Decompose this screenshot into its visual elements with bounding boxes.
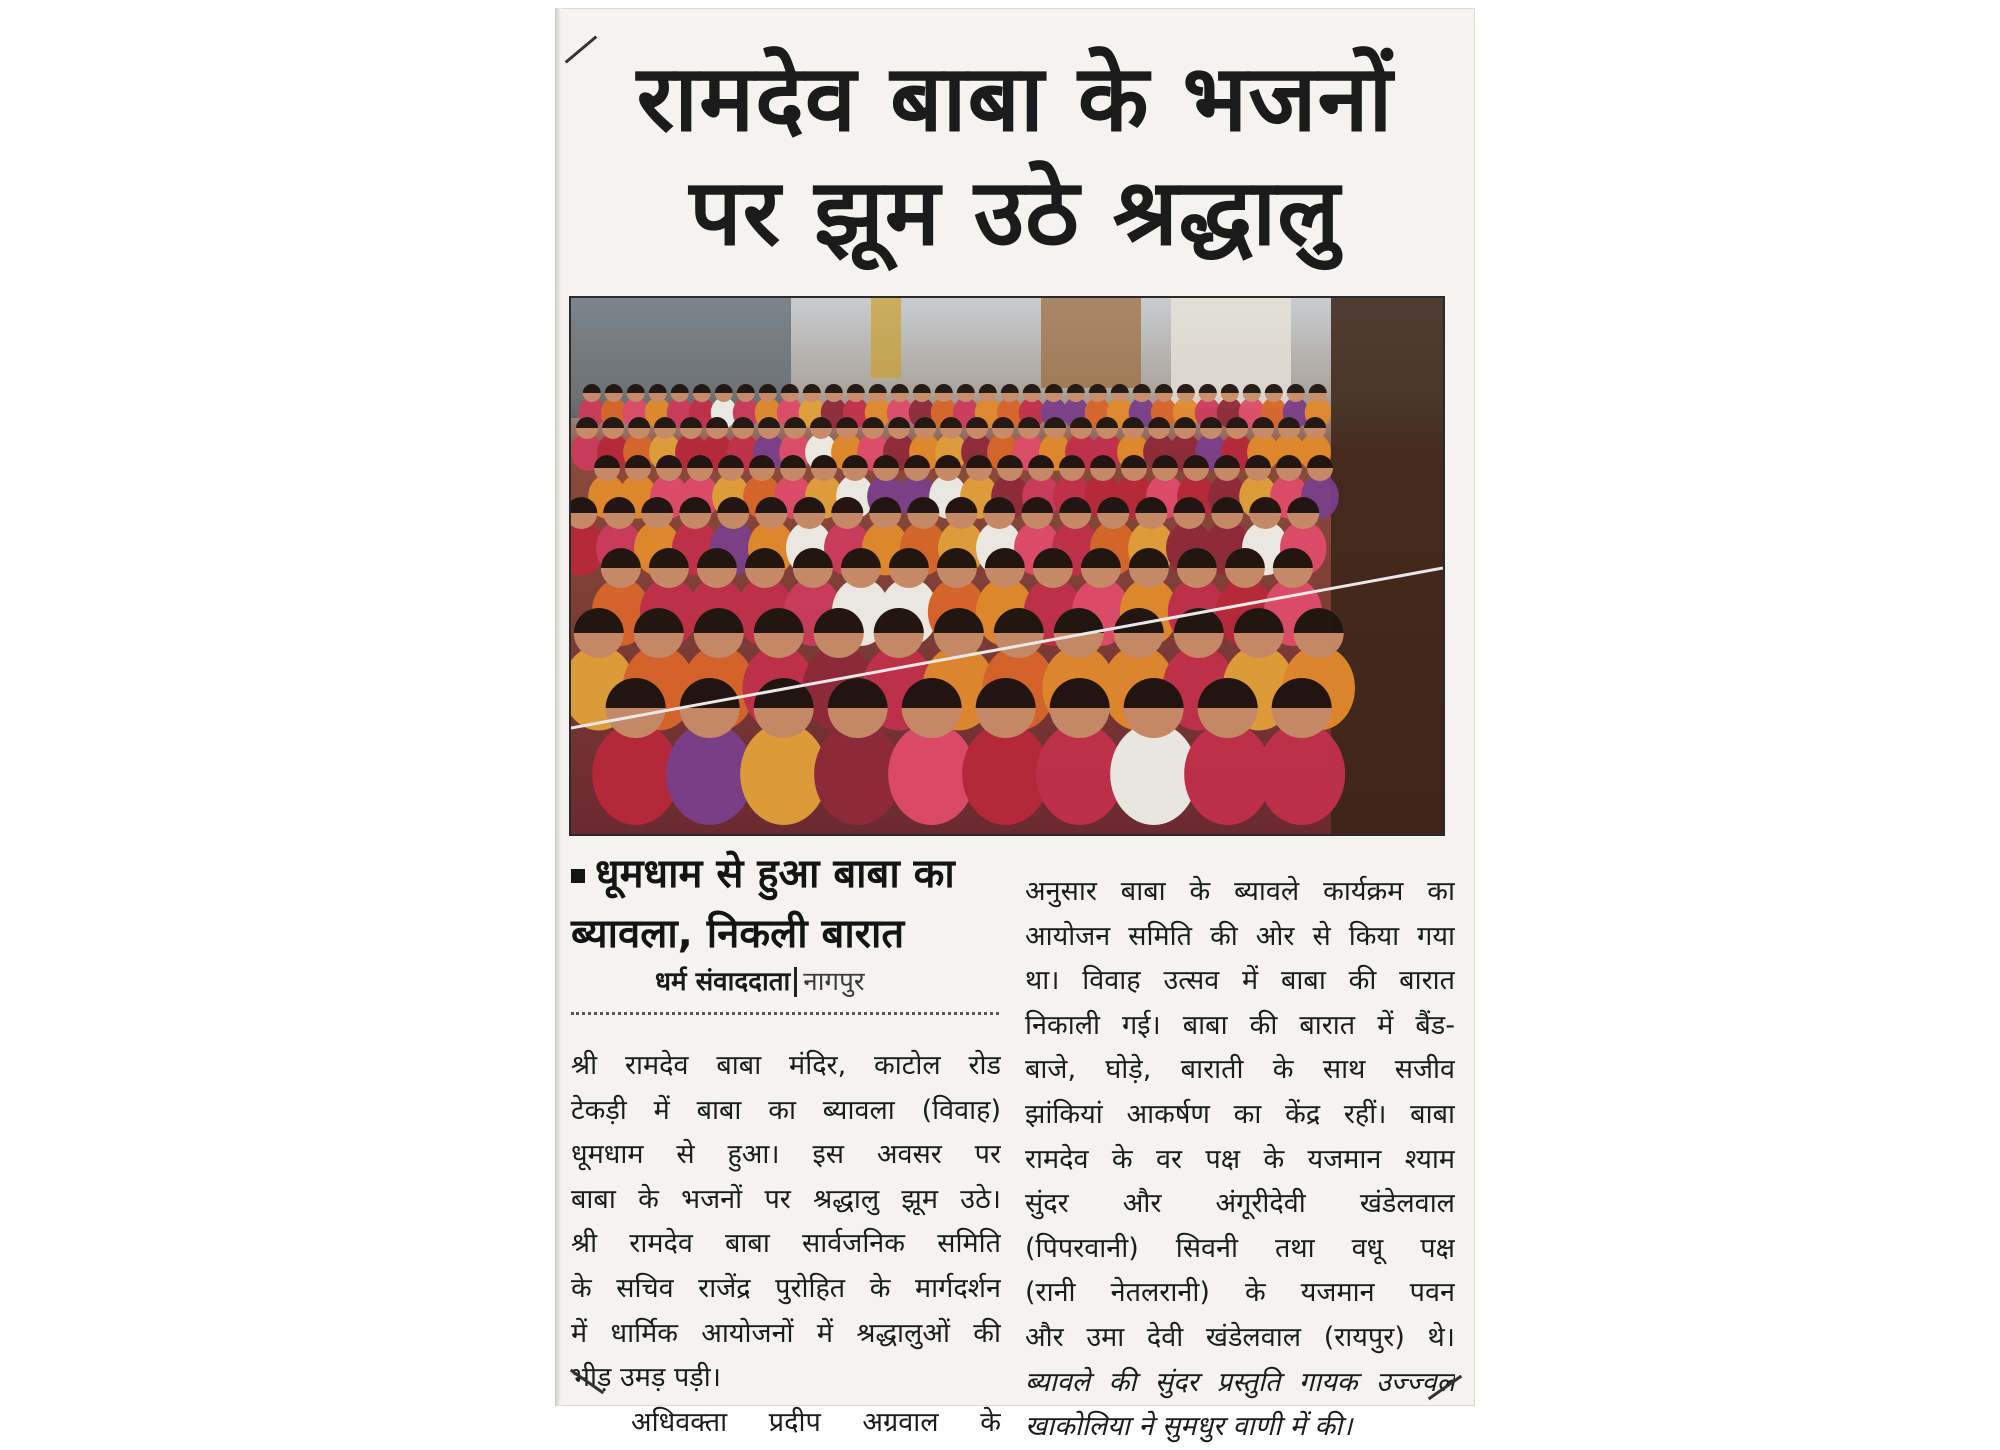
column1-line: धूमधाम से हुआ। इस अवसर पर [571, 1139, 1001, 1171]
headline-line-2: पर झूम उठे श्रद्धालु [689, 159, 1341, 266]
article-column-2 [1025, 870, 1455, 1450]
column2-line: ब्यावले की सुंदर प्रस्तुति गायक उज्ज्वल [1025, 1366, 1455, 1398]
subheadline-line-1: धूमधाम से हुआ बाबा का [595, 851, 955, 897]
column2-line: था। विवाह उत्सव में बाबा की बारात [1025, 965, 1455, 997]
headline-line-1: रामदेव बाबा के भजनों [636, 45, 1394, 152]
column1-line: टेकड़ी में बाबा का ब्यावला (विवाह) [571, 1094, 1001, 1126]
newspaper-clipping [555, 8, 1475, 1443]
column1-line: के सचिव राजेंद्र पुरोहित के मार्गदर्शन [571, 1272, 1001, 1304]
crowd-photo-illustration [571, 298, 1443, 834]
subheadline-line-2: ब्यावला, निकली बारात [571, 911, 905, 957]
column2-line: बाजे, घोड़े, बाराती के साथ सजीव [1025, 1054, 1455, 1086]
column2-line: निकाली गई। बाबा की बारात में बैंड- [1025, 1009, 1455, 1041]
column1-line: श्री रामदेव बाबा मंदिर, काटोल रोड [571, 1050, 1001, 1081]
byline-author: धर्म संवाददाता [655, 967, 791, 997]
column2-line: झांकियां आकर्षण का केंद्र रहीं। बाबा [1025, 1098, 1455, 1130]
dotted-divider [571, 1012, 999, 1015]
byline-city: नागपुर [794, 967, 864, 997]
column1-line: भीड़ उमड़ पड़ी। [571, 1362, 721, 1394]
column1-line: में धार्मिक आयोजनों में श्रद्धालुओं की [571, 1317, 1001, 1349]
news-photo-devotees [569, 296, 1445, 836]
column2-line: सुंदर और अंगूरीदेवी खंडेलवाल [1025, 1188, 1455, 1220]
column2-line: अनुसार बाबा के ब्यावले कार्यक्रम का [1025, 876, 1455, 907]
column1-line: अधिवक्ता प्रदीप अग्रवाल के [631, 1406, 1001, 1438]
paper-edge-shadow [555, 8, 561, 1406]
column2-line: आयोजन समिति की ओर से किया गया [1025, 920, 1455, 952]
byline [655, 962, 864, 998]
column2-line: (रानी नेतलरानी) के यजमान पवन [1025, 1277, 1455, 1309]
column2-line: रामदेव के वर पक्ष के यजमान श्याम [1025, 1143, 1455, 1175]
subheadline [571, 844, 1011, 964]
column1-line: बाबा के भजनों पर श्रद्धालु झूम उठे। [571, 1183, 1001, 1215]
column2-line: (पिपरवानी) सिवनी तथा वधू पक्ष [1025, 1232, 1455, 1264]
bullet-square-icon [571, 869, 585, 883]
column2-line: और उमा देवी खंडेलवाल (रायपुर) थे। [1025, 1321, 1455, 1353]
article-column-1 [571, 1044, 1001, 1445]
column1-line: श्री रामदेव बाबा सार्वजनिक समिति [571, 1228, 1001, 1260]
column2-line: खाकोलिया ने सुमधुर वाणी में की। [1025, 1411, 1353, 1443]
